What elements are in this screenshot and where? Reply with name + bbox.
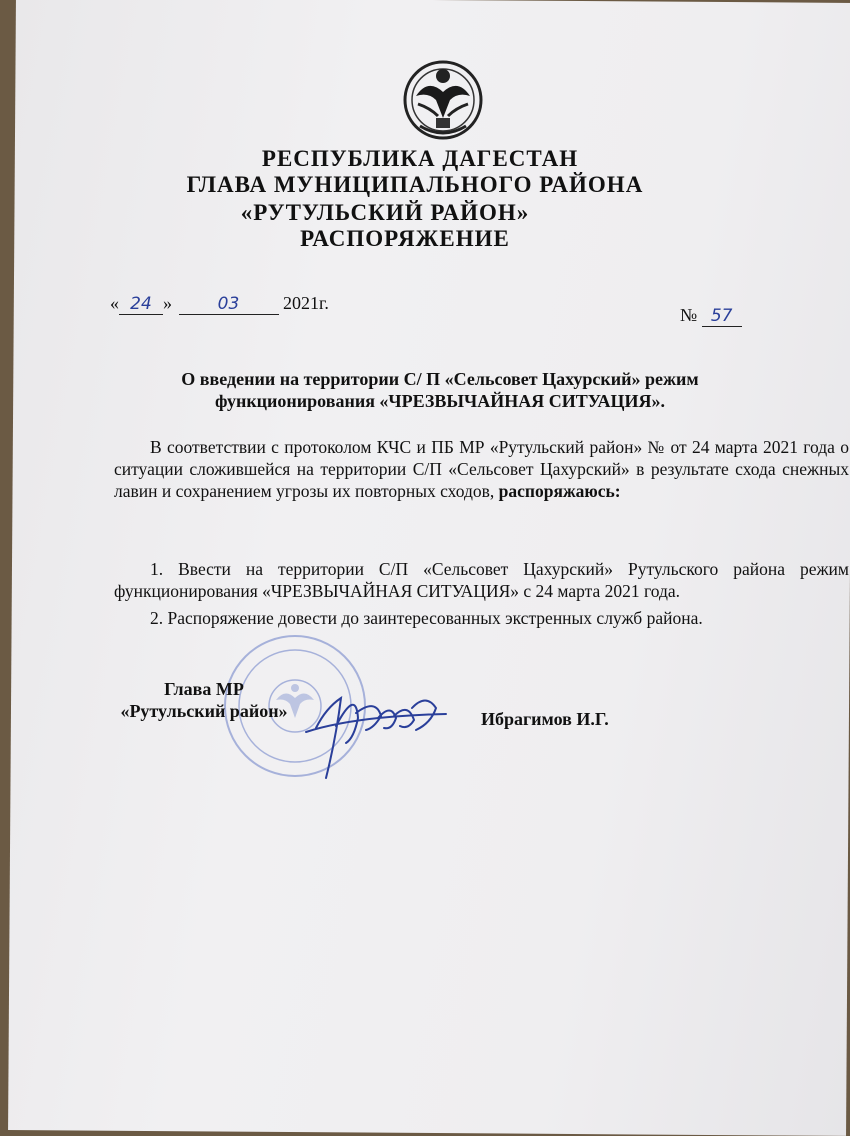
- date-year: 2021г.: [283, 293, 329, 313]
- decree-item-1: 1. Ввести на территории С/П «Сельсовет Цахурский» Рутульского района режим функционирования «ЧРЕЗВЫЧАЙНАЯ СИТУАЦИЯ» с 24 марта 2021 года.: [114, 559, 849, 601]
- date-day: 24: [119, 294, 163, 315]
- signatory-title-line-1: Глава МР: [164, 679, 244, 699]
- header-head-of-district: ГЛАВА МУНИЦИПАЛЬНОГО РАЙОНА: [186, 172, 644, 197]
- date-close-quote: »: [163, 293, 172, 313]
- document-number: [680, 305, 742, 327]
- document-subject: [140, 368, 740, 412]
- handwritten-signature-icon: [296, 668, 466, 788]
- decree-item-2: 2. Распоряжение довести до заинтересованных экстренных служб района.: [150, 608, 703, 628]
- header-republic: РЕСПУБЛИКА ДАГЕСТАН: [261, 146, 579, 171]
- document-type-title: РАСПОРЯЖЕНИЕ: [300, 226, 510, 251]
- signatory-name: Ибрагимов И.Г.: [481, 709, 609, 729]
- body-decree-word: распоряжаюсь:: [498, 481, 621, 501]
- header-district-name: «РУТУЛЬСКИЙ РАЙОН»: [240, 200, 530, 225]
- date-month: 03: [179, 294, 279, 315]
- number-label: №: [680, 305, 698, 325]
- body-text: В соответствии с протоколом КЧС и ПБ МР «Рутульский район» № от 24 марта 2021 года о ситуации сложившейся на территории С/П «Сельсовет Цахурский» в результате схода снежных лавин и сохранением угрозы их повторных сходов,: [114, 437, 849, 501]
- signatory-title: [104, 678, 304, 722]
- date-open-quote: «: [110, 293, 119, 313]
- body-paragraph: [114, 436, 849, 502]
- subject-line-2: функционирования «ЧРЕЗВЫЧАЙНАЯ СИТУАЦИЯ».: [214, 391, 666, 411]
- number-value: 57: [702, 306, 742, 327]
- signatory-title-line-2: «Рутульский район»: [120, 701, 288, 721]
- document-date: [110, 293, 329, 315]
- subject-line-1: О введении на территории С/ П «Сельсовет Цахурский» режим: [181, 369, 699, 389]
- dagestan-coat-of-arms-icon: [398, 56, 488, 142]
